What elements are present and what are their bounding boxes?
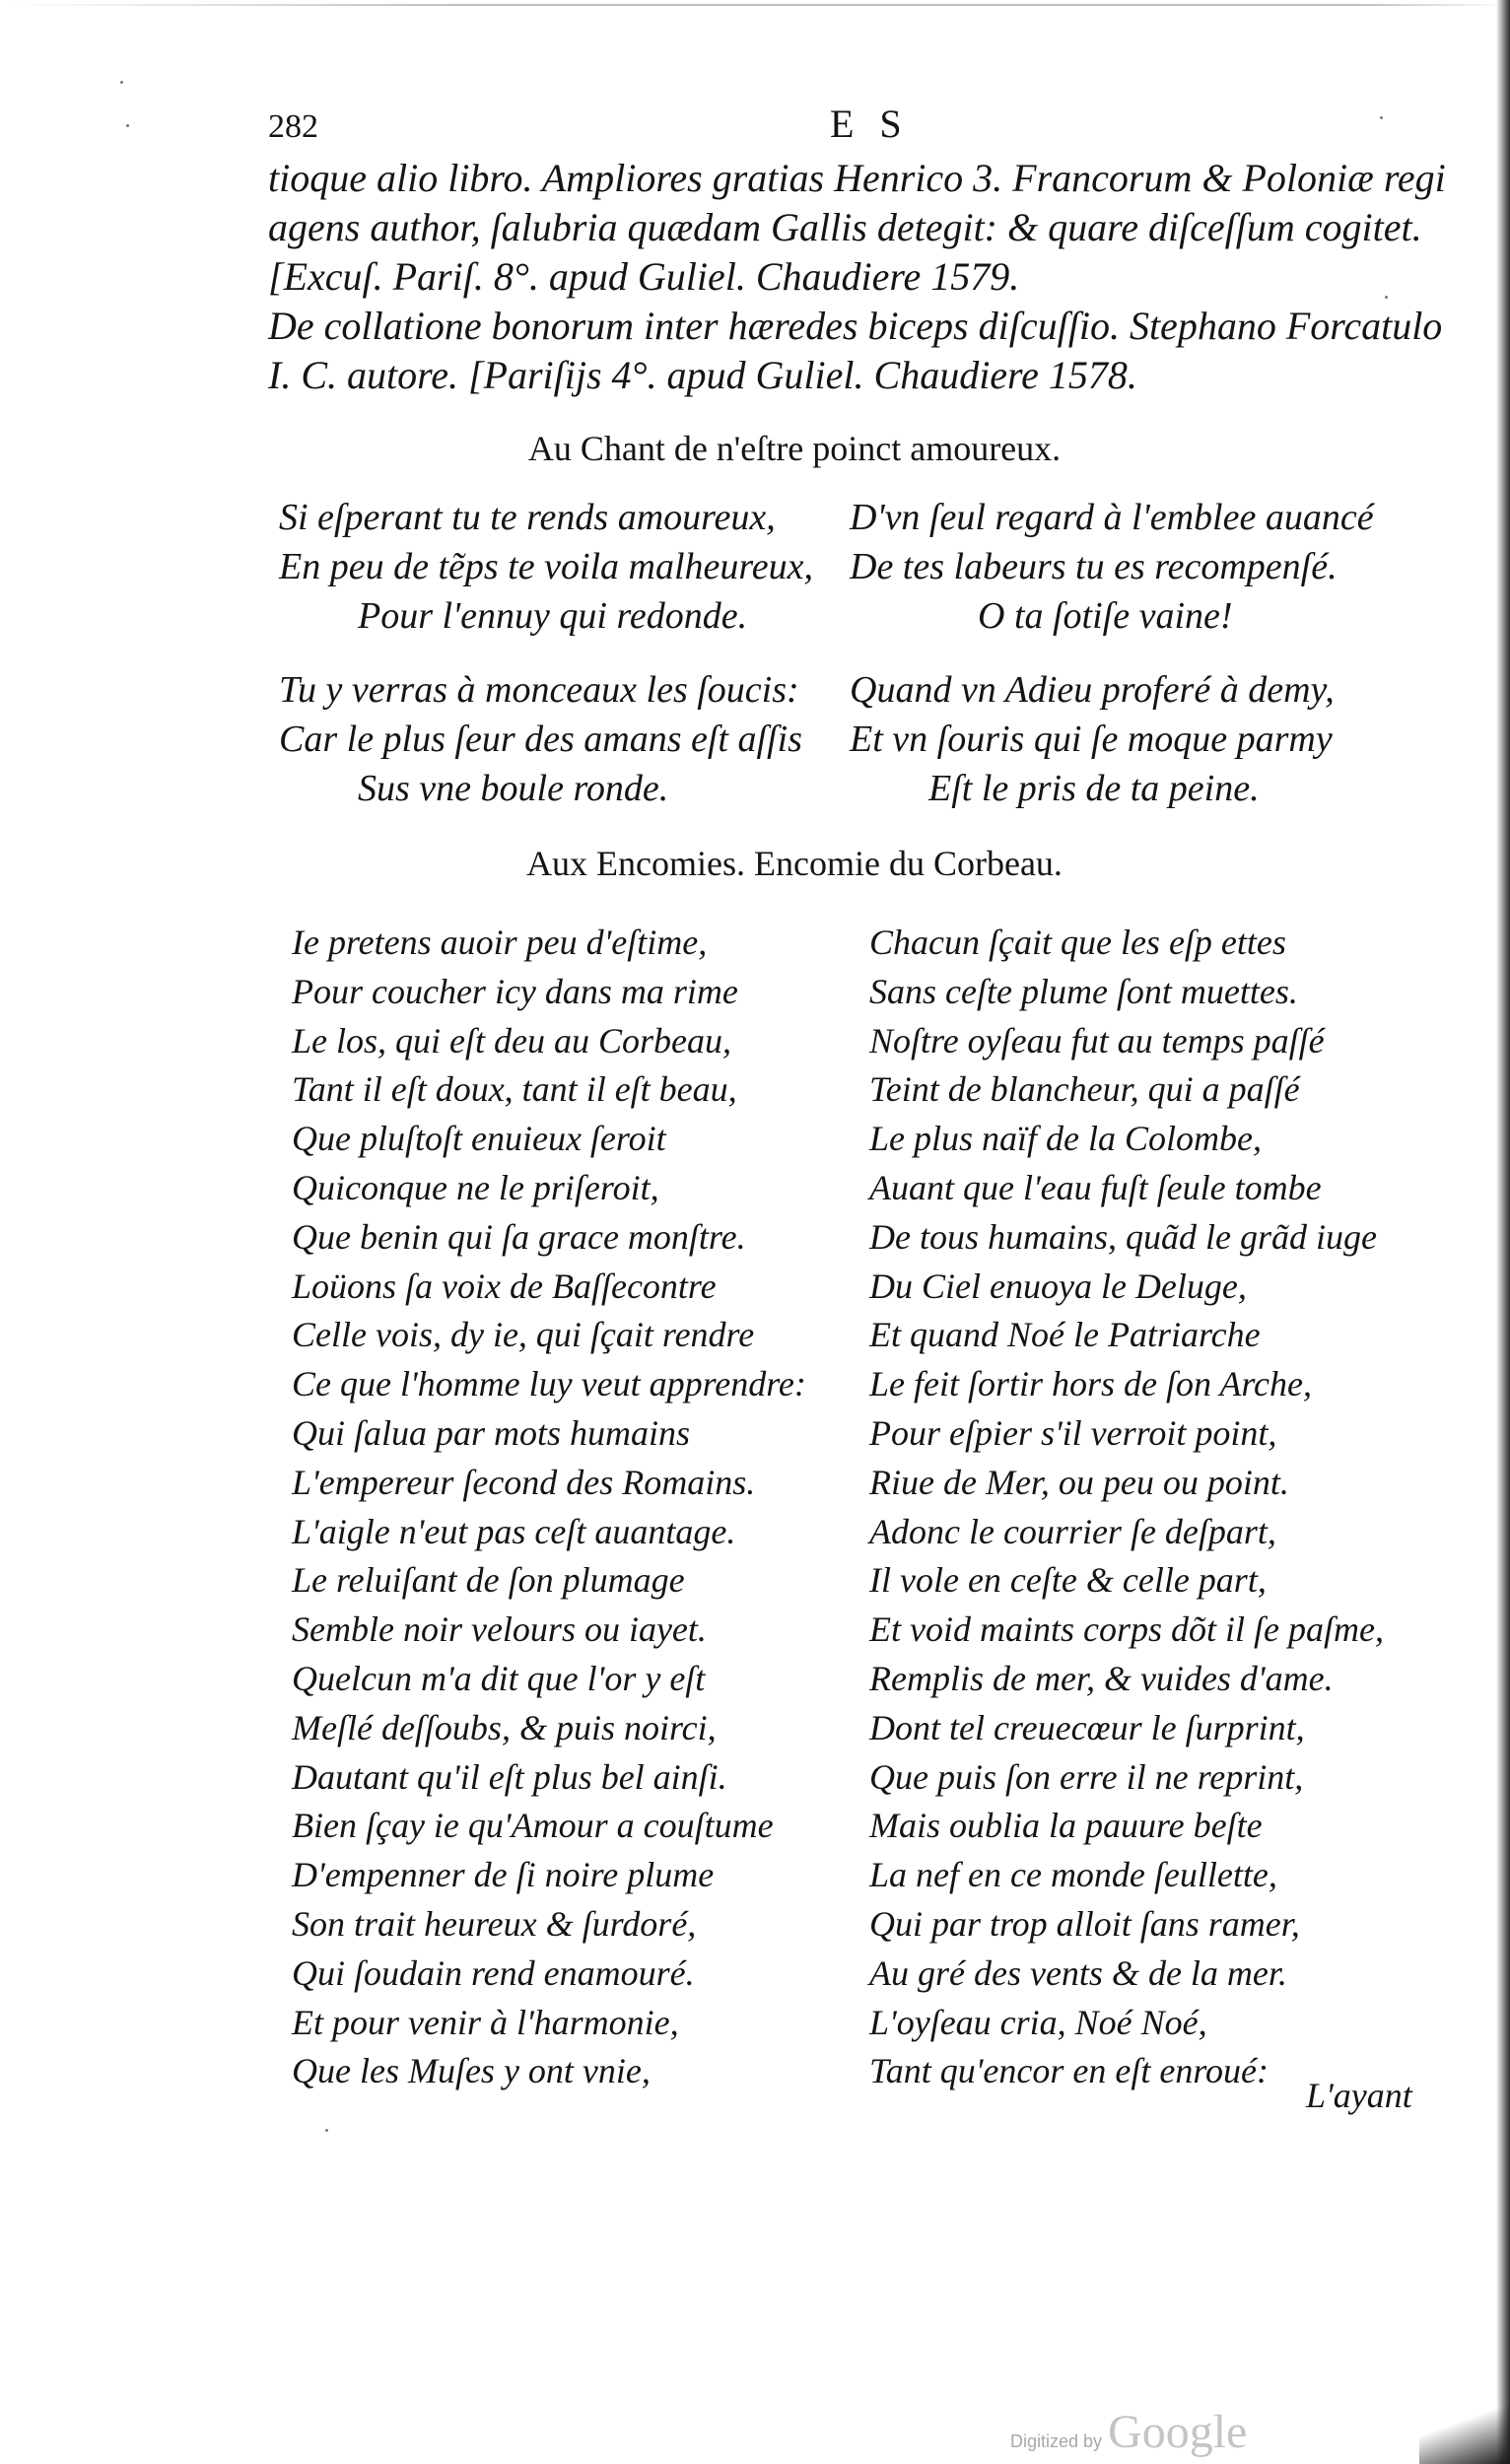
google-watermark <box>1010 2405 1248 2458</box>
verse-line: Riue de Mer, ou peu ou point. <box>869 1462 1289 1502</box>
running-head: ES <box>830 102 927 146</box>
verse-line: Noſtre oyſeau fut au temps paſſé <box>869 1020 1325 1061</box>
verse-line: Si eſperant tu te rends amoureux, <box>279 497 776 538</box>
verse-line: Au gré des vents & de la mer. <box>869 1952 1287 1993</box>
verse-line: De tous humains, quãd le grãd iuge <box>869 1216 1377 1257</box>
section-title-encomie: Aux Encomies. Encomie du Corbeau. <box>526 844 1063 883</box>
verse-line: Il vole en ceſte & celle part, <box>869 1560 1267 1601</box>
verse-line: Qui ſalua par mots humains <box>292 1412 691 1453</box>
stanza <box>279 665 802 813</box>
verse-line: Tant qu'encor en eſt enroué: <box>869 2051 1269 2091</box>
verse-line: Que puis ſon erre il ne reprint, <box>869 1756 1304 1797</box>
verse-line: Pour coucher icy dans ma rime <box>292 971 738 1011</box>
right-page-edge-shadow <box>1496 0 1510 2464</box>
verse-line: Tant il eſt doux, tant il eſt beau, <box>292 1069 737 1110</box>
verse-line: Tu y verras à monceaux les ſoucis: <box>279 669 799 711</box>
verse-line: Remplis de mer, & vuides d'ame. <box>869 1658 1334 1698</box>
verse-line: D'empenner de ſi noire plume <box>292 1855 715 1895</box>
verse-line: L'oyſeau cria, Noé Noé, <box>869 2002 1207 2042</box>
stanza <box>279 493 813 641</box>
verse-line: Pour eſpier s'il verroit point, <box>869 1412 1277 1453</box>
page-number: 282 <box>268 108 318 145</box>
verse-line: Le los, qui eſt deu au Corbeau, <box>292 1020 731 1061</box>
watermark-prefix: Digitized by <box>1010 2431 1103 2451</box>
speck <box>325 2129 328 2132</box>
verse-line: Bien ſçay ie qu'Amour a couſtume <box>292 1806 774 1846</box>
verse-line: Qui ſoudain rend enamouré. <box>292 1952 695 1993</box>
verse-line: Adonc le courrier ſe deſpart, <box>869 1511 1276 1551</box>
verse-line: Celle vois, dy ie, qui ſçait rendre <box>292 1315 755 1355</box>
verse-line: Quelcun m'a dit que l'or y eſt <box>292 1658 706 1698</box>
verse-line: Sus vne boule ronde. <box>358 768 669 809</box>
verse-line: Ce que l'homme luy veut apprendre: <box>292 1364 806 1404</box>
prose-line: [Excuſ. Pariſ. 8°. apud Guliel. Chaudiere 1579. <box>268 254 1020 299</box>
verse-line: Le reluiſant de ſon plumage <box>292 1560 685 1601</box>
catchword: L'ayant <box>1306 2076 1412 2115</box>
stanza <box>850 493 1374 641</box>
verse-line: Pour l'ennuy qui redonde. <box>358 595 748 637</box>
verse-line: Qui par trop alloit ſans ramer, <box>869 1903 1300 1944</box>
verse-line: Et vn ſouris qui ſe moque parmy <box>850 719 1333 760</box>
corner-shadow <box>1419 2395 1510 2464</box>
verse-line: De tes labeurs tu es recompenſé. <box>850 546 1338 587</box>
verse-line: Meſlé deſſoubs, & puis noirci, <box>292 1707 717 1747</box>
section-title-chant: Au Chant de n'eſtre poinct amoureux. <box>527 429 1062 468</box>
verse-line: Mais oublia la pauure beſte <box>869 1806 1263 1846</box>
verse-line: Que pluſtoſt enuieux ſeroit <box>292 1119 666 1159</box>
verse-line: Et void maints corps dõt il ſe paſme, <box>869 1609 1384 1650</box>
verse-line: La nef en ce monde ſeullette, <box>869 1855 1277 1895</box>
verse-line: L'aigle n'eut pas ceſt auantage. <box>292 1511 736 1551</box>
verse-line: Le plus naïf de la Colombe, <box>869 1119 1262 1159</box>
verse-line: Son trait heureux & ſurdoré, <box>292 1903 697 1944</box>
verse-line: D'vn ſeul regard à l'emblee auancé <box>850 497 1374 538</box>
prose-line: De collatione bonorum inter hæredes biceps diſcuſſio. Stephano Forcatulo <box>268 304 1443 348</box>
verse-line: Eſt le pris de ta peine. <box>928 768 1260 809</box>
verse-line: Et pour venir à l'harmonie, <box>292 2002 679 2042</box>
top-edge-shadow <box>0 4 1510 6</box>
verse-line: Que benin qui ſa grace monſtre. <box>292 1216 746 1257</box>
verse-line: Sans ceſte plume ſont muettes. <box>869 971 1298 1011</box>
google-logo: Google <box>1108 2406 1248 2458</box>
verse-line: O ta ſotiſe vaine! <box>978 595 1233 637</box>
speck <box>126 124 129 127</box>
prose-line: tioque alio libro. Ampliores gratias Henrico 3. Francorum & Poloniæ regi <box>268 156 1446 200</box>
verse-line: Du Ciel enuoya le Deluge, <box>869 1266 1247 1306</box>
verse-line: Et quand Noé le Patriarche <box>869 1315 1261 1355</box>
verse-line: En peu de tẽps te voila malheureux, <box>279 546 814 587</box>
poem-left-column <box>292 919 806 2096</box>
verse-line: Quand vn Adieu proferé à demy, <box>850 669 1335 711</box>
page-header <box>268 101 1431 150</box>
stanza <box>850 665 1335 813</box>
prose-line: I. C. autore. [Pariſijs 4°. apud Guliel. Chaudiere 1578. <box>268 353 1137 397</box>
verse-line: Ie pretens auoir peu d'eſtime, <box>292 923 708 962</box>
verse-line: Le feit ſortir hors de ſon Arche, <box>869 1364 1312 1404</box>
speck <box>1380 116 1383 119</box>
verse-line: Dont tel creuecœur le ſurprint, <box>869 1707 1305 1747</box>
verse-line: Car le plus ſeur des amans eſt aſſis <box>279 719 802 760</box>
verse-line: Chacun ſçait que les eſp ettes <box>869 923 1286 962</box>
speck <box>120 81 123 84</box>
prose-line: agens author, ſalubria quædam Gallis detegit: & quare diſceſſum cogitet. <box>268 205 1422 249</box>
verse-line: L'empereur ſecond des Romains. <box>292 1462 756 1502</box>
verse-line: Quiconque ne le priſeroit, <box>292 1167 659 1207</box>
bibliography-entries <box>268 154 1446 400</box>
verse-line: Semble noir velours ou iayet. <box>292 1609 707 1650</box>
verse-line: Auant que l'eau fuſt ſeule tombe <box>869 1167 1322 1207</box>
poem-right-column <box>869 919 1384 2096</box>
verse-line: Dautant qu'il eſt plus bel ainſi. <box>292 1756 727 1797</box>
verse-line: Loüons ſa voix de Baſſecontre <box>292 1266 717 1306</box>
verse-line: Teint de blancheur, qui a paſſé <box>869 1069 1300 1110</box>
speck <box>1385 296 1388 299</box>
verse-line: Que les Muſes y ont vnie, <box>292 2051 651 2091</box>
